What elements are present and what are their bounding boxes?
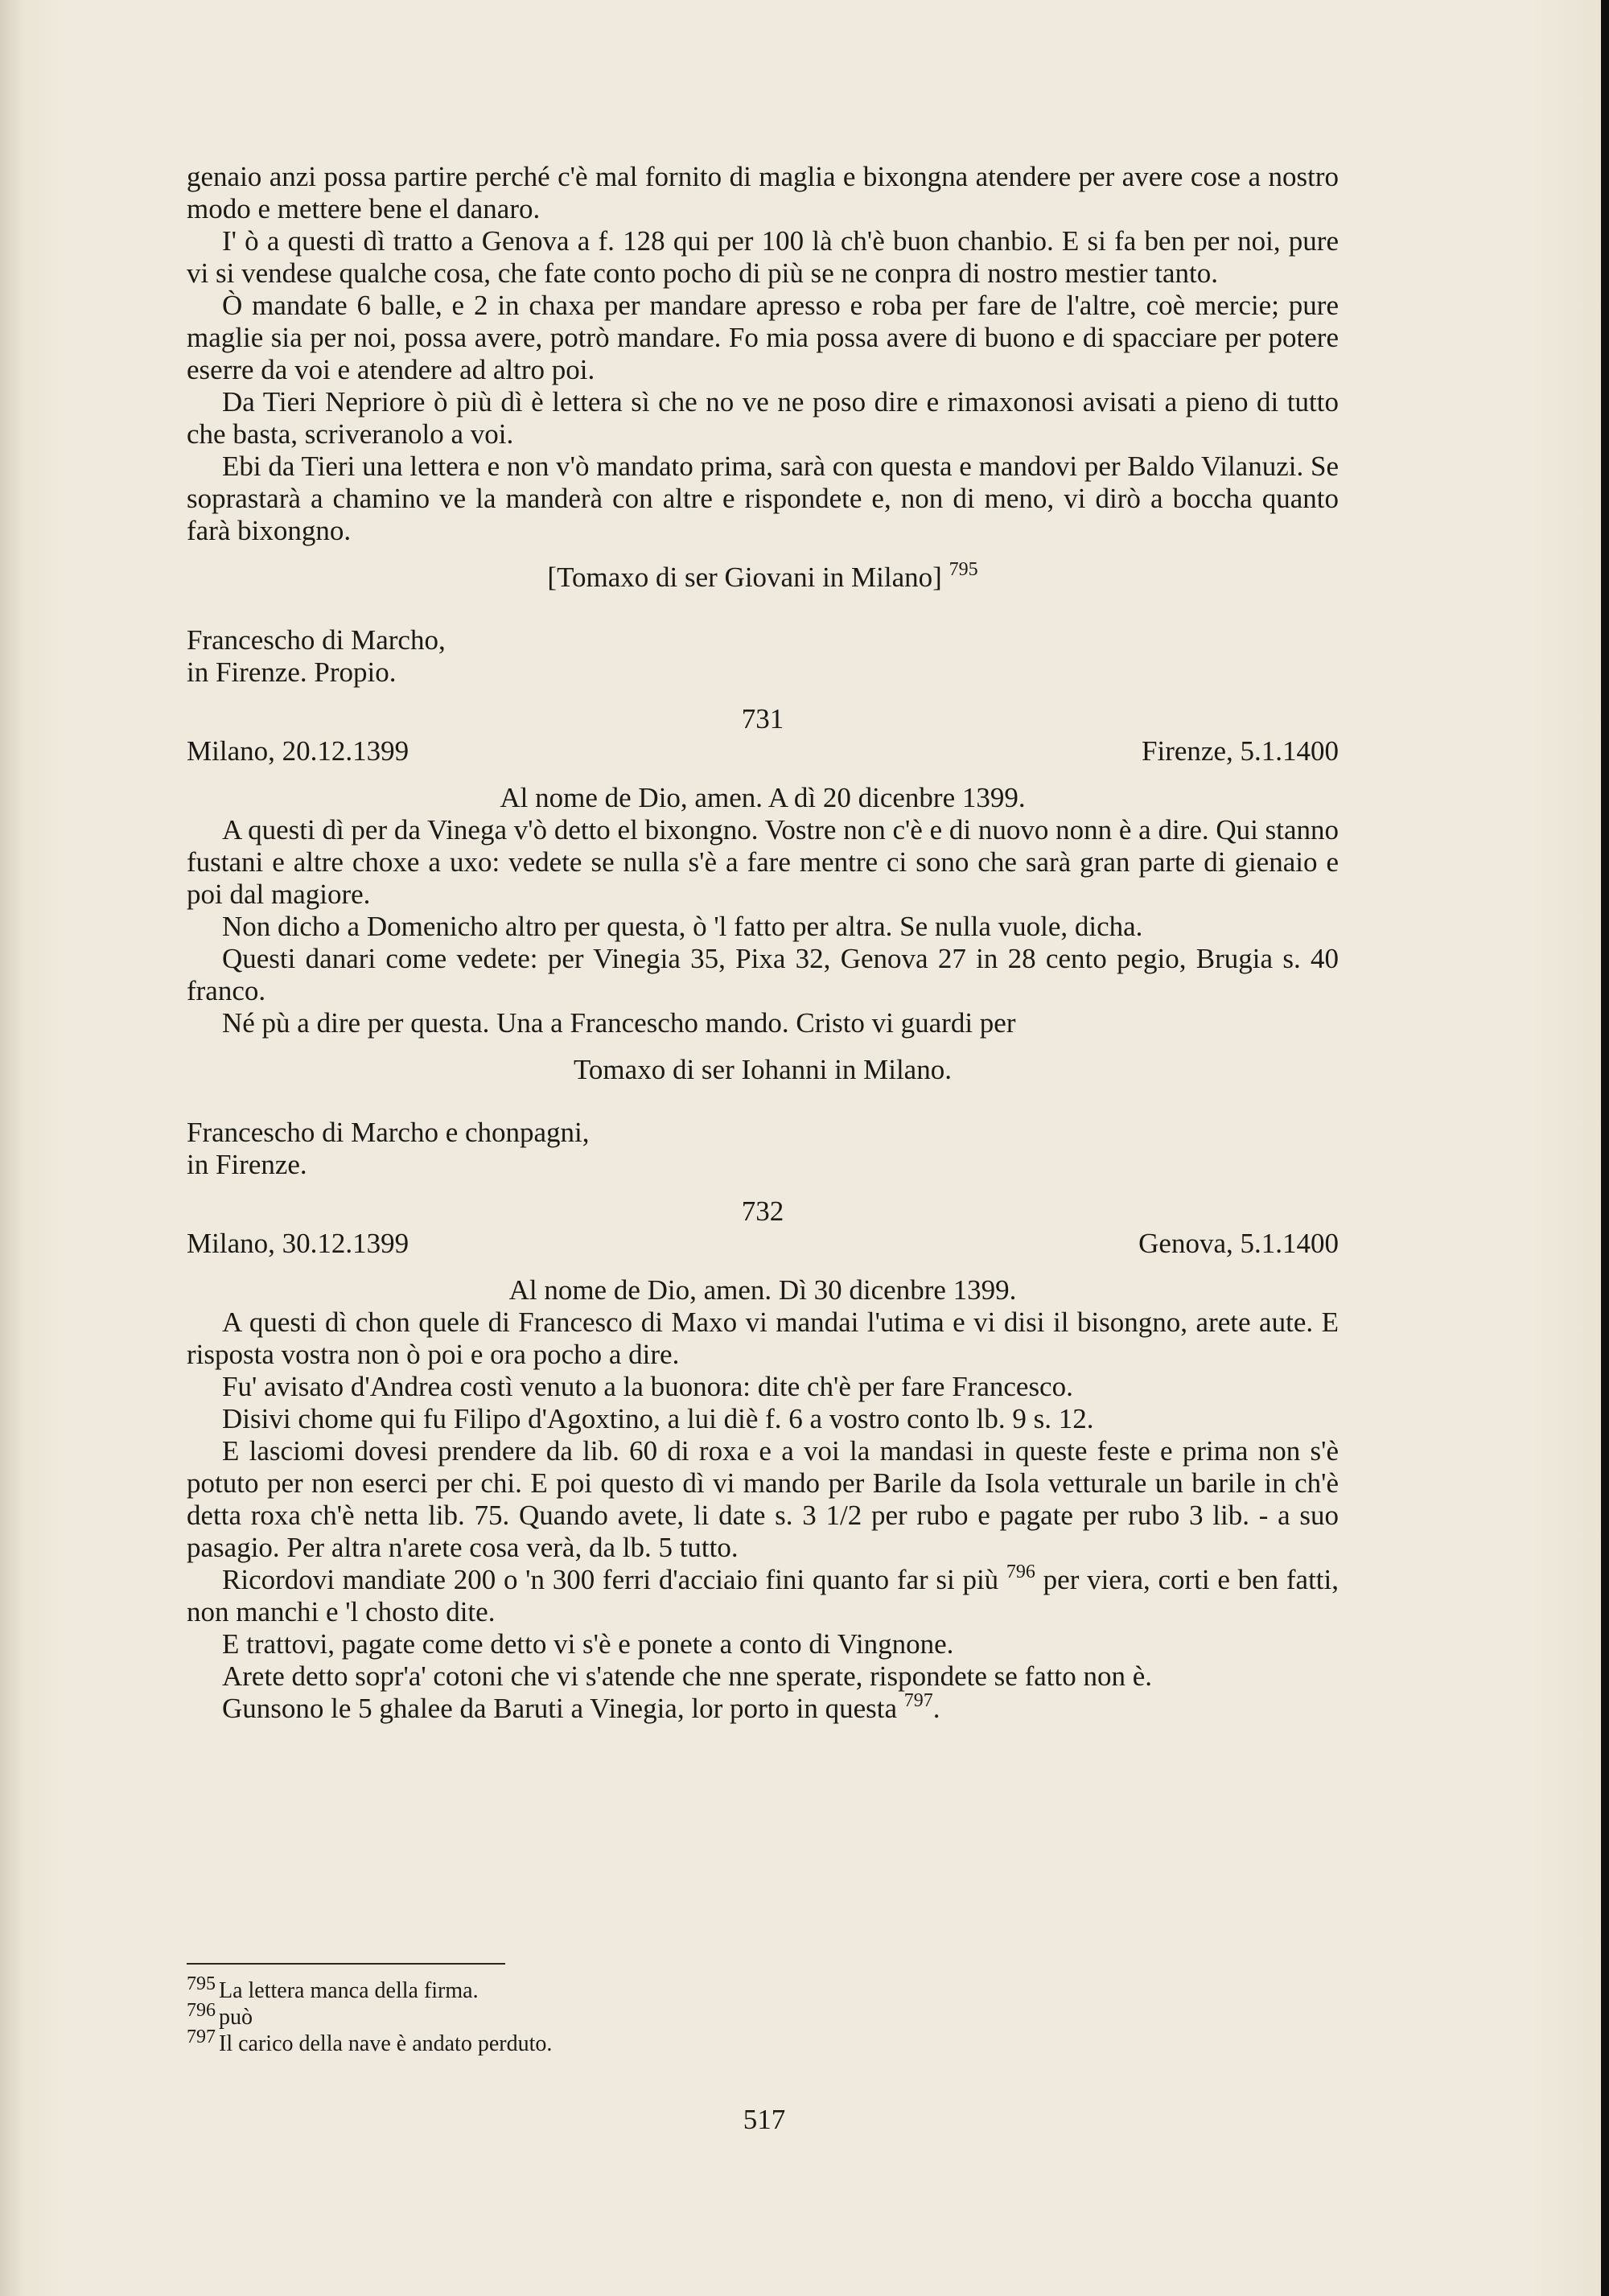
footnote [187,1973,911,2004]
paragraph: Questi danari come vedete: per Vinegia 35, Pixa 32, Genova 27 in 28 cento pegio, Brugia s. 40 franco. [187,943,1339,1006]
paragraph [187,1690,1339,1725]
footnote-ref: 795 [949,559,978,580]
paragraph: Ebi da Tieri una lettera e non v'ò mandato prima, sarà con questa e mandovi per Baldo Vilanuzi. Se soprastarà a chamino ve la manderà con altre e rispondete e, non di meno, vi dirò a boccha quanto farà bixongno. [187,451,1339,546]
address-line: Francescho di Marcho, [187,624,446,656]
letter-signature [187,559,1339,594]
paragraph: Né pù a dire per questa. Una a Francescho mando. Cristo vi guardi per [222,1007,1016,1039]
footnote-number: 796 [187,2000,216,2021]
paragraph-text: Gunsono le 5 ghalee da Baruti a Vinegia, lor porto in questa [222,1693,897,1724]
letter-number: 732 [741,1195,784,1227]
footnote-ref: 797 [903,1690,933,1711]
footnote [187,2000,911,2031]
address-line: in Firenze. [187,1149,307,1180]
footnotes [187,1963,911,2057]
signature-text: [Tomaxo di ser Giovani in Milano] [547,562,942,593]
paragraph: Ò mandate 6 balle, e 2 in chaxa per mandare apresso e roba per fare de l'altre, coè mercie; pure maglie sia per noi, possa avere, potrò mandare. Fo mia possa avere di buono e di spacciare per potere eserre da voi e atendere ad altro poi. [187,290,1339,385]
letter-dateline [187,735,1339,767]
letter-destination: Firenze, 5.1.1400 [1142,735,1339,767]
paragraph: Da Tieri Nepriore ò più dì è lettera sì che no ve ne poso dire e rimaxonosi avisati a pieno di tutto che basta, scriveranolo a voi. [187,386,1339,450]
paragraph: Non dicho a Domenicho altro per questa, ò 'l fatto per altra. Se nulla vuole, dicha. [222,911,1143,942]
paragraph: Fu' avisato d'Andrea costì venuto a la buonora: dite ch'è per fare Francesco. [222,1371,1073,1402]
footnote-text: Il carico della nave è andato perduto. [219,2031,553,2056]
footnote-text: La lettera manca della firma. [219,1978,479,2003]
footnote [187,2026,911,2057]
letter-origin: Milano, 30.12.1399 [187,1228,409,1259]
footnote-number: 795 [187,1973,216,1994]
letter-signature: Tomaxo di ser Iohanni in Milano. [574,1054,952,1085]
punctuation: . [932,1693,940,1724]
letter-number: 731 [741,703,784,734]
address-line: in Firenze. Propio. [187,656,397,688]
letter-destination: Genova, 5.1.1400 [1138,1228,1339,1259]
footnote-rule [187,1963,505,1965]
footnote-text: può [219,2005,253,2030]
paragraph: A questi dì chon quele di Francesco di Maxo vi mandai l'utima e vi disi il bisongno, arete aute. E risposta vostra non ò poi e ora pocho a dire. [187,1306,1339,1370]
main-text [187,161,1339,1725]
letter-heading: Al nome de Dio, amen. A dì 20 dicenbre 1399. [500,782,1026,813]
paragraph: E lasciomi dovesi prendere da lib. 60 di roxa e a voi la mandasi in queste feste e prima non s'è potuto per non eserci per chi. E poi questo dì vi mando per Barile da Isola vetturale un barile in ch'è detta roxa ch'è netta lib. 75. Quando avete, li date s. 3 1/2 per rubo e pagate per rubo 3 lib. - a suo pasagio. Per altra n'arete cosa verà, da lb. 5 tutto. [187,1435,1339,1563]
paragraph: A questi dì per da Vinega v'ò detto el bixongno. Vostre non c'è e di nuovo nonn è a dire. Qui stanno fustani e altre choxe a uxo: vedete se nulla s'è a fare mentre ci sono che sarà gran parte di gienaio e poi dal magiore. [187,814,1339,910]
paragraph: E trattovi, pagate come detto vi s'è e ponete a conto di Vingnone. [222,1628,954,1660]
footnote-number: 797 [187,2026,216,2047]
letter-origin: Milano, 20.12.1399 [187,735,409,767]
footnote-ref: 796 [1006,1562,1035,1582]
address-line: Francescho di Marcho e chonpagni, [187,1117,590,1148]
letter-heading: Al nome de Dio, amen. Dì 30 dicenbre 1399. [508,1274,1017,1306]
paragraph: Arete detto sopr'a' cotoni che vi s'atende che nne sperate, rispondete se fatto non è. [222,1660,1152,1692]
page-edge [1601,0,1609,2296]
paragraph: Disivi chome qui fu Filipo d'Agoxtino, a lui diè f. 6 a vostro conto lb. 9 s. 12. [222,1403,1094,1434]
paragraph-text: Ricordovi mandiate 200 o 'n 300 ferri d'acciaio fini quanto far si più [222,1564,999,1595]
paragraph: genaio anzi possa partire perché c'è mal fornito di maglia e bixongna atendere per avere cose a nostro modo e mettere bene el danaro. [187,161,1339,224]
page-number: 517 [743,2104,786,2135]
paragraph: I' ò a questi dì tratto a Genova a f. 128 qui per 100 là ch'è buon chanbio. E si fa ben per noi, pure vi si vendese qualche cosa, che fate conto pocho di più se ne conpra di nostro mestier tanto. [187,225,1339,289]
letter-dateline [187,1228,1339,1260]
paragraph-text: per viera, corti e ben fatti, non manchi e 'l chosto dite. [187,1564,1339,1627]
paragraph [187,1564,1339,1628]
